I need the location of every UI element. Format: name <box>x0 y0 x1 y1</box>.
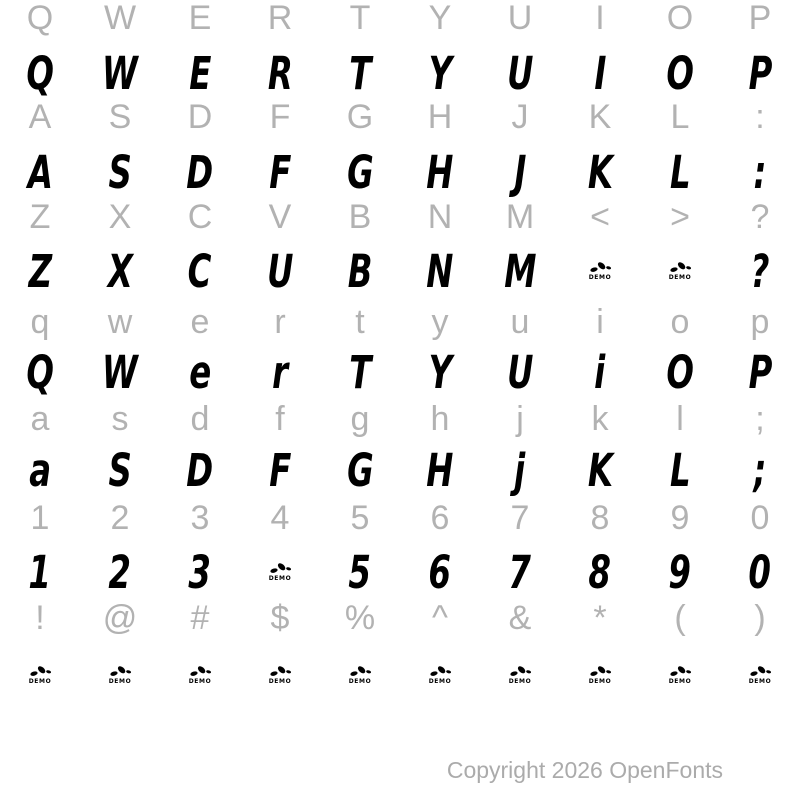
splash-icon <box>429 665 452 678</box>
reference-glyph-row <box>0 0 800 46</box>
glyph: u <box>510 303 530 341</box>
glyph: < <box>590 198 610 236</box>
glyph: k <box>591 400 609 438</box>
demo-watermark-glyph <box>749 665 772 685</box>
glyph: C <box>188 244 212 298</box>
glyph: ^ <box>432 599 448 637</box>
splash-icon <box>669 261 692 274</box>
demo-watermark-icon <box>589 665 612 685</box>
splash-icon <box>269 562 292 575</box>
glyph: 9 <box>670 499 690 537</box>
splash-icon <box>749 665 772 678</box>
demo-watermark-glyph <box>509 665 532 685</box>
glyph: X <box>107 244 133 298</box>
demo-watermark-label: DEMO <box>108 678 132 685</box>
glyph: N <box>427 198 453 236</box>
glyph: Z <box>28 244 52 298</box>
demo-watermark-label: DEMO <box>668 678 692 685</box>
glyph: S <box>108 443 132 497</box>
demo-watermark-label: DEMO <box>588 678 612 685</box>
demo-watermark-glyph <box>269 665 292 685</box>
reference-glyph-row <box>0 490 800 546</box>
demo-watermark-label: DEMO <box>748 678 772 685</box>
glyph: Q <box>26 46 54 100</box>
glyph: 5 <box>350 499 370 537</box>
demo-watermark-glyph <box>189 665 212 685</box>
demo-watermark-icon <box>429 665 452 685</box>
glyph: e <box>190 303 210 341</box>
demo-watermark-icon <box>589 261 612 281</box>
demo-watermark-label: DEMO <box>588 274 612 281</box>
glyph: T <box>348 345 372 399</box>
glyph: D <box>187 98 213 136</box>
demo-watermark-icon <box>189 665 212 685</box>
glyph: 1 <box>28 545 52 599</box>
glyph: W <box>102 345 138 399</box>
demo-watermark-label: DEMO <box>268 678 292 685</box>
glyph: M <box>505 198 535 236</box>
glyph: M <box>503 244 537 298</box>
glyph: H <box>427 98 453 136</box>
glyph: T <box>349 0 371 37</box>
glyph: 4 <box>270 499 290 537</box>
glyph: F <box>268 145 292 199</box>
glyph: ; <box>755 400 765 438</box>
copyright-text: Copyright 2026 OpenFonts <box>446 757 723 783</box>
glyph: ! <box>35 599 45 637</box>
glyph: P <box>748 46 772 100</box>
demo-glyph-row <box>0 647 800 703</box>
glyph: E <box>188 0 212 37</box>
glyph: 3 <box>188 545 212 599</box>
splash-icon <box>349 665 372 678</box>
glyph: U <box>506 46 534 100</box>
glyph: j <box>514 443 526 497</box>
demo-watermark-label: DEMO <box>508 678 532 685</box>
glyph: J <box>513 145 527 199</box>
glyph: 2 <box>108 545 132 599</box>
glyph: * <box>593 599 607 637</box>
glyph: @ <box>102 599 138 637</box>
glyph: a <box>29 443 51 497</box>
glyph: ? <box>750 244 770 298</box>
glyph: 8 <box>588 545 612 599</box>
demo-watermark-glyph <box>669 261 692 281</box>
glyph: K <box>588 98 612 136</box>
demo-watermark-glyph <box>589 261 612 281</box>
demo-watermark-glyph <box>669 665 692 685</box>
glyph: G <box>346 98 374 136</box>
splash-icon <box>589 665 612 678</box>
glyph: 7 <box>508 545 532 599</box>
glyph: & <box>508 599 532 637</box>
glyph: R <box>267 0 293 37</box>
glyph: I <box>593 46 607 100</box>
demo-watermark-icon <box>349 665 372 685</box>
glyph: ( <box>674 599 686 637</box>
glyph: W <box>103 0 137 37</box>
glyph: H <box>426 145 454 199</box>
splash-icon <box>189 665 212 678</box>
demo-watermark-icon <box>669 665 692 685</box>
glyph: w <box>107 303 133 341</box>
glyph: q <box>30 303 50 341</box>
glyph: N <box>426 244 454 298</box>
demo-watermark-glyph <box>269 562 292 582</box>
glyph: 1 <box>30 499 50 537</box>
reference-glyph-row <box>0 294 800 350</box>
demo-watermark-icon <box>269 665 292 685</box>
glyph: o <box>670 303 690 341</box>
splash-icon <box>589 261 612 274</box>
glyph: ; <box>753 443 767 497</box>
splash-icon <box>29 665 52 678</box>
glyph: D <box>186 145 214 199</box>
glyph: Y <box>428 0 452 37</box>
glyph: l <box>676 400 684 438</box>
glyph: 0 <box>750 499 770 537</box>
demo-watermark-label: DEMO <box>428 678 452 685</box>
glyph: 6 <box>430 499 450 537</box>
glyph: B <box>347 244 373 298</box>
demo-watermark-glyph <box>589 665 612 685</box>
glyph: H <box>426 443 454 497</box>
glyph: T <box>348 46 372 100</box>
glyph: r <box>274 303 286 341</box>
glyph: S <box>108 145 132 199</box>
demo-watermark-glyph <box>429 665 452 685</box>
glyph: j <box>516 400 524 438</box>
demo-watermark-glyph <box>29 665 52 685</box>
demo-watermark-icon <box>509 665 532 685</box>
glyph: Y <box>428 345 452 399</box>
glyph: 3 <box>190 499 210 537</box>
demo-watermark-label: DEMO <box>188 678 212 685</box>
glyph: d <box>190 400 210 438</box>
glyph: # <box>190 599 210 637</box>
demo-watermark-label: DEMO <box>348 678 372 685</box>
reference-glyph-row <box>0 391 800 447</box>
glyph: C <box>187 198 213 236</box>
glyph: U <box>506 345 534 399</box>
demo-watermark-icon <box>669 261 692 281</box>
glyph: g <box>350 400 370 438</box>
glyph: Y <box>428 46 452 100</box>
glyph: A <box>28 98 52 136</box>
demo-watermark-icon <box>29 665 52 685</box>
glyph: % <box>344 599 376 637</box>
demo-watermark-label: DEMO <box>268 575 292 582</box>
glyph: h <box>430 400 450 438</box>
glyph: S <box>108 98 132 136</box>
glyph: U <box>507 0 533 37</box>
reference-glyph-row <box>0 590 800 646</box>
glyph: 7 <box>510 499 530 537</box>
glyph: F <box>269 98 291 136</box>
glyph: G <box>346 145 374 199</box>
demo-watermark-glyph <box>109 665 132 685</box>
glyph: ? <box>750 198 770 236</box>
glyph: e <box>189 345 211 399</box>
splash-icon <box>109 665 132 678</box>
glyph: U <box>266 244 294 298</box>
glyph: > <box>670 198 690 236</box>
glyph: G <box>346 443 374 497</box>
glyph: B <box>348 198 372 236</box>
glyph: W <box>102 46 138 100</box>
glyph: f <box>275 400 285 438</box>
glyph: i <box>596 303 604 341</box>
glyph: K <box>587 145 613 199</box>
glyph: L <box>670 98 690 136</box>
reference-glyph-row <box>0 189 800 245</box>
demo-watermark-label: DEMO <box>28 678 52 685</box>
glyph: L <box>669 145 691 199</box>
glyph: 9 <box>668 545 692 599</box>
glyph: O <box>666 0 694 37</box>
glyph: 8 <box>590 499 610 537</box>
glyph: O <box>666 46 694 100</box>
splash-icon <box>669 665 692 678</box>
glyph: p <box>750 303 770 341</box>
glyph: s <box>111 400 129 438</box>
glyph: F <box>268 443 292 497</box>
glyph: 6 <box>428 545 452 599</box>
glyph: P <box>748 0 772 37</box>
glyph: y <box>431 303 449 341</box>
glyph: r <box>271 345 288 399</box>
demo-watermark-icon <box>749 665 772 685</box>
glyph: K <box>587 443 613 497</box>
glyph: i <box>594 345 606 399</box>
glyph: $ <box>270 599 290 637</box>
glyph: 0 <box>748 545 772 599</box>
demo-watermark-label: DEMO <box>668 274 692 281</box>
glyph: I <box>595 0 605 37</box>
glyph: Z <box>29 198 51 236</box>
glyph: D <box>186 443 214 497</box>
glyph: P <box>748 345 772 399</box>
glyph: Q <box>26 345 54 399</box>
splash-icon <box>509 665 532 678</box>
glyph: L <box>669 443 691 497</box>
demo-watermark-glyph <box>349 665 372 685</box>
glyph: t <box>355 303 365 341</box>
demo-glyph-row <box>0 243 800 299</box>
demo-watermark-icon <box>269 562 292 582</box>
glyph: O <box>666 345 694 399</box>
splash-icon <box>269 665 292 678</box>
demo-watermark-icon <box>109 665 132 685</box>
glyph: J <box>511 98 529 136</box>
glyph: V <box>268 198 292 236</box>
glyph: X <box>108 198 132 236</box>
glyph: a <box>30 400 50 438</box>
glyph: A <box>27 145 53 199</box>
glyph: 2 <box>110 499 130 537</box>
glyph: 5 <box>348 545 372 599</box>
glyph: : <box>755 98 765 136</box>
glyph: Q <box>26 0 54 37</box>
glyph: ) <box>754 599 766 637</box>
glyph: : <box>753 145 767 199</box>
glyph: R <box>267 46 293 100</box>
reference-glyph-row <box>0 89 800 145</box>
glyph: E <box>188 46 212 100</box>
